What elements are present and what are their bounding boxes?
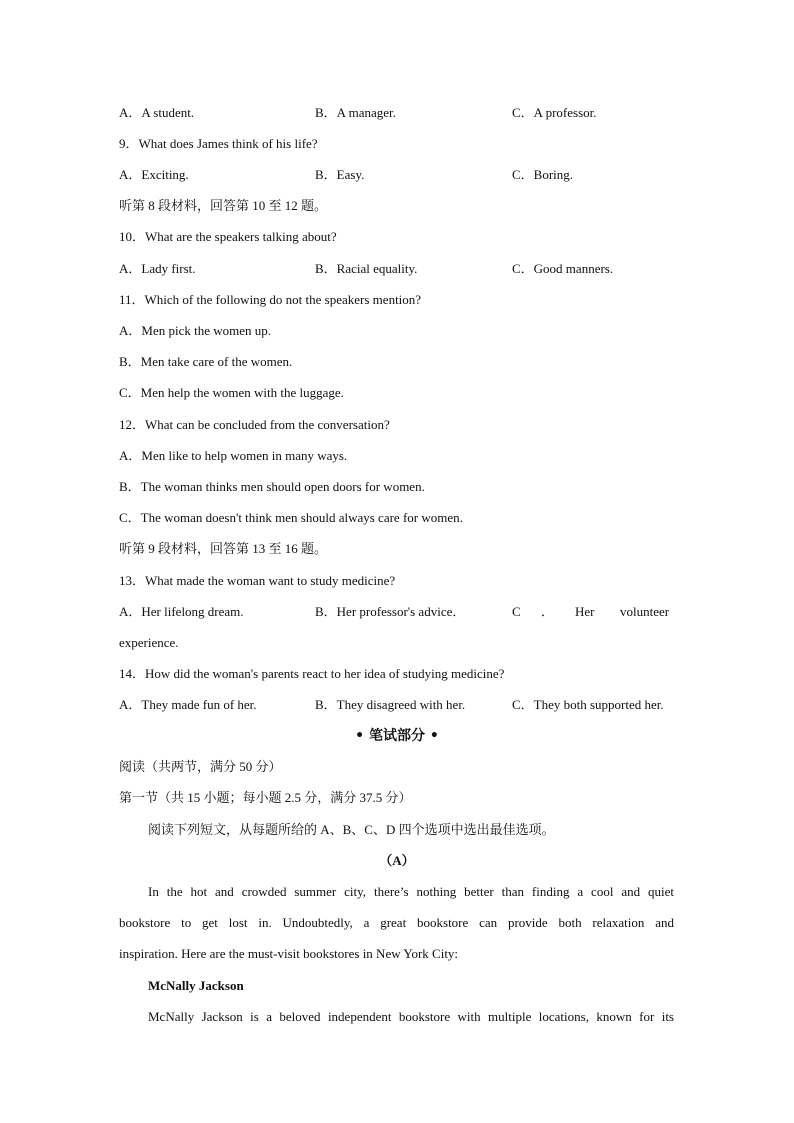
- bookstore-description: McNally Jackson is a beloved independent bookstore with multiple locations, known for its: [148, 1009, 674, 1024]
- reading-instruction: 阅读下列短文，从每题所给的 A、B、C、D 四个选项中选出最佳选项。: [148, 822, 555, 837]
- q13-option-c-word1: Her: [575, 604, 595, 619]
- q12-option-c: C．The woman doesn't think men should always care for women.: [119, 510, 463, 525]
- q14-option-b: B．They disagreed with her.: [315, 697, 466, 712]
- q9-option-c: C．Boring.: [512, 167, 574, 182]
- q11-option-a: A．Men pick the women up.: [119, 323, 272, 338]
- passage-line-2: bookstore to get lost in. Undoubtedly, a great bookstore can provide both relaxation and: [119, 915, 674, 930]
- q9-option-b: B．Easy.: [315, 167, 365, 182]
- section-8-instruction: 听第 8 段材料，回答第 10 至 12 题。: [119, 198, 328, 213]
- q11-option-c: C．Men help the women with the luggage.: [119, 385, 344, 400]
- part1-heading: 第一节（共 15 小题；每小题 2.5 分，满分 37.5 分）: [119, 790, 412, 805]
- section-9-instruction: 听第 9 段材料，回答第 13 至 16 题。: [119, 541, 328, 556]
- q12-stem: 12．What can be concluded from the conversation?: [119, 417, 390, 432]
- q8-option-b: B．A manager.: [315, 105, 396, 120]
- q9-option-a: A．Exciting.: [119, 167, 189, 182]
- bookstore-heading: McNally Jackson: [148, 978, 244, 993]
- q13-option-c-letter: C: [512, 604, 521, 619]
- q8-option-a: A．A student.: [119, 105, 195, 120]
- q13-option-a: A．Her lifelong dream.: [119, 604, 244, 619]
- passage-line-1: In the hot and crowded summer city, there’s nothing better than finding a cool and quiet: [148, 884, 674, 899]
- q13-stem: 13．What made the woman want to study medicine?: [119, 573, 396, 588]
- passage-line-3: inspiration. Here are the must-visit bookstores in New York City:: [119, 946, 459, 961]
- q14-option-a: A．They made fun of her.: [119, 697, 257, 712]
- q10-option-c: C．Good manners.: [512, 261, 614, 276]
- q13-option-c-dot: ．: [541, 604, 555, 619]
- reading-heading: 阅读（共两节，满分 50 分）: [119, 759, 282, 774]
- q10-stem: 10．What are the speakers talking about?: [119, 229, 337, 244]
- q8-option-c: C．A professor.: [512, 105, 597, 120]
- q14-stem: 14．How did the woman's parents react to her idea of studying medicine?: [119, 666, 505, 681]
- q10-option-b: B．Racial equality.: [315, 261, 418, 276]
- q11-option-b: B．Men take care of the women.: [119, 354, 293, 369]
- q11-stem: 11．Which of the following do not the speakers mention?: [119, 292, 422, 307]
- q9-stem: 9．What does James think of his life?: [119, 136, 318, 151]
- written-part-heading: • 笔试部分 •: [355, 728, 439, 744]
- passage-label: （A）: [379, 853, 415, 868]
- q14-option-c: C．They both supported her.: [512, 697, 664, 712]
- q13-option-c-continuation: experience.: [119, 635, 179, 650]
- q13-option-b: B．Her professor's advice．: [315, 604, 466, 619]
- q12-option-a: A．Men like to help women in many ways.: [119, 448, 348, 463]
- q10-option-a: A．Lady first.: [119, 261, 196, 276]
- q13-option-c-word2: volunteer: [620, 604, 670, 619]
- q12-option-b: B．The woman thinks men should open doors for women.: [119, 479, 425, 494]
